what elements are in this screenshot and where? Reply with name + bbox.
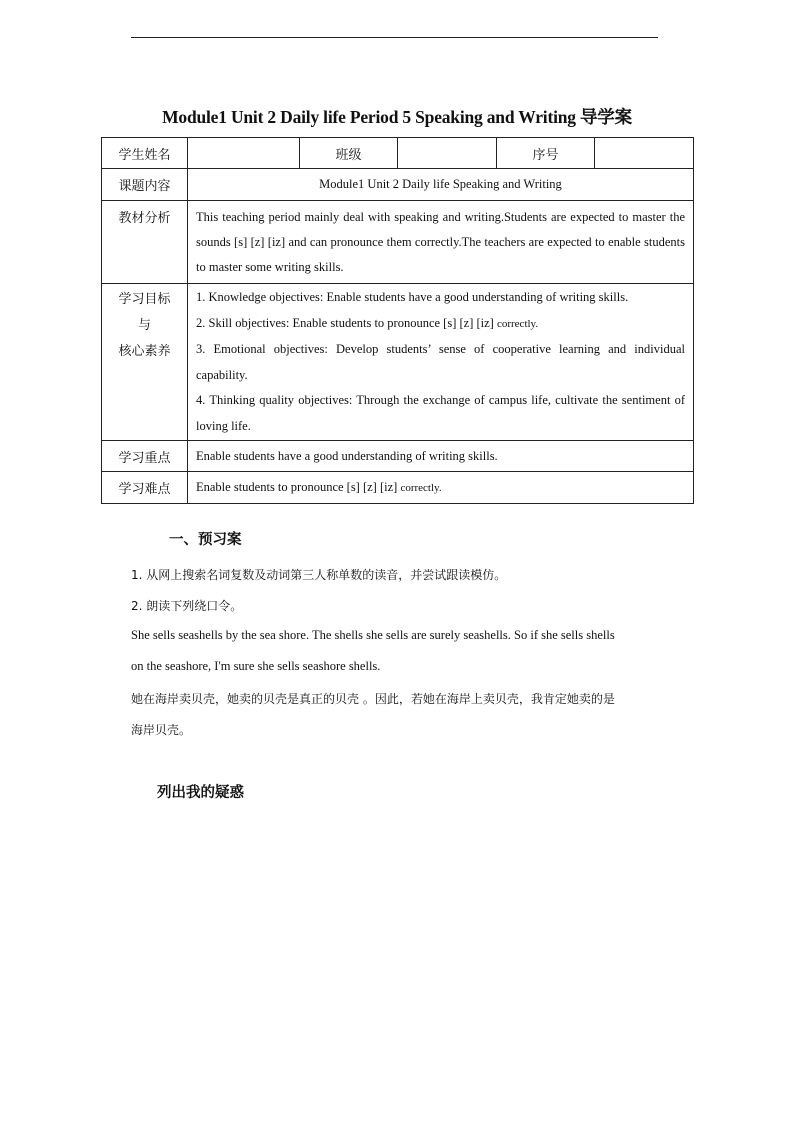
seat-number-label: 序号 bbox=[497, 138, 595, 169]
difficulties-value bbox=[188, 472, 694, 504]
preview-section-heading: 一、预习案 bbox=[169, 532, 242, 548]
analysis-label: 教材分析 bbox=[102, 201, 188, 284]
topic-label: 课题内容 bbox=[102, 169, 188, 201]
student-name-label: 学生姓名 bbox=[102, 138, 188, 169]
objective-skill-tail: correctly. bbox=[496, 317, 539, 330]
tongue-twister-en-line: on the seashore, I'm sure she sells seashore shells. bbox=[131, 659, 381, 673]
seat-number-field[interactable] bbox=[595, 138, 694, 169]
difficulties-text: Enable students to pronounce [s] [z] [iz] bbox=[196, 480, 401, 494]
key-points-label: 学习重点 bbox=[102, 441, 188, 472]
doubts-heading: 列出我的疑惑 bbox=[157, 785, 244, 801]
objectives-cell bbox=[188, 284, 694, 441]
objective-emotional: 3. Emotional objectives: Develop students’ sense of cooperative learning and individual capability. bbox=[196, 342, 685, 382]
student-name-field[interactable] bbox=[188, 138, 300, 169]
header-rule bbox=[131, 37, 658, 38]
objective-skill-text: 2. Skill objectives: Enable students to pronounce [s] [z] [iz] bbox=[196, 315, 497, 330]
objective-knowledge: 1. Knowledge objectives: Enable students have a good understanding of writing skills. bbox=[196, 290, 629, 304]
page-title: Module1 Unit 2 Daily life Period 5 Speaking and Writing 导学案 bbox=[162, 107, 632, 127]
preview-item-read: 2. 朗读下列绕口令。 bbox=[131, 599, 243, 613]
difficulties-label: 学习难点 bbox=[102, 472, 188, 504]
analysis-value: This teaching period mainly deal with speaking and writing.Students are expected to master the sounds [s] [z] [iz] and can pronounce them correctly.The teachers are expected to enable students to master some writing skills. bbox=[188, 201, 694, 284]
study-plan-table bbox=[101, 137, 694, 504]
table-row bbox=[102, 201, 694, 284]
table-row bbox=[102, 472, 694, 504]
tongue-twister-en-line: She sells seashells by the sea shore. The shells she sells are surely seashells. So if she sells shells bbox=[131, 628, 615, 642]
tongue-twister-cn-line: 她在海岸卖贝壳，她卖的贝壳是真正的贝壳 。因此，若她在海岸上卖贝壳，我肯定她卖的是 bbox=[131, 692, 615, 706]
preview-item-search: 1. 从网上搜索名词复数及动词第三人称单数的读音，并尝试跟读模仿。 bbox=[131, 568, 507, 582]
difficulties-tail: correctly. bbox=[400, 482, 442, 494]
goals-label-line: 与 bbox=[137, 318, 151, 333]
table-row bbox=[102, 169, 694, 201]
tongue-twister-cn-line: 海岸贝壳。 bbox=[131, 723, 192, 737]
objective-skill bbox=[196, 311, 685, 338]
objective-thinking: 4. Thinking quality objectives: Through the exchange of campus life, cultivate the sentiment of loving life. bbox=[196, 393, 685, 433]
goals-label-line: 核心素养 bbox=[118, 344, 171, 359]
class-field[interactable] bbox=[398, 138, 497, 169]
table-row bbox=[102, 441, 694, 472]
topic-value: Module1 Unit 2 Daily life Speaking and Writing bbox=[188, 169, 694, 201]
goals-label-line: 学习目标 bbox=[118, 292, 171, 307]
class-label: 班级 bbox=[300, 138, 398, 169]
table-row bbox=[102, 138, 694, 169]
goals-label bbox=[102, 284, 188, 441]
table-row bbox=[102, 284, 694, 441]
key-points-value: Enable students have a good understanding of writing skills. bbox=[188, 441, 694, 472]
